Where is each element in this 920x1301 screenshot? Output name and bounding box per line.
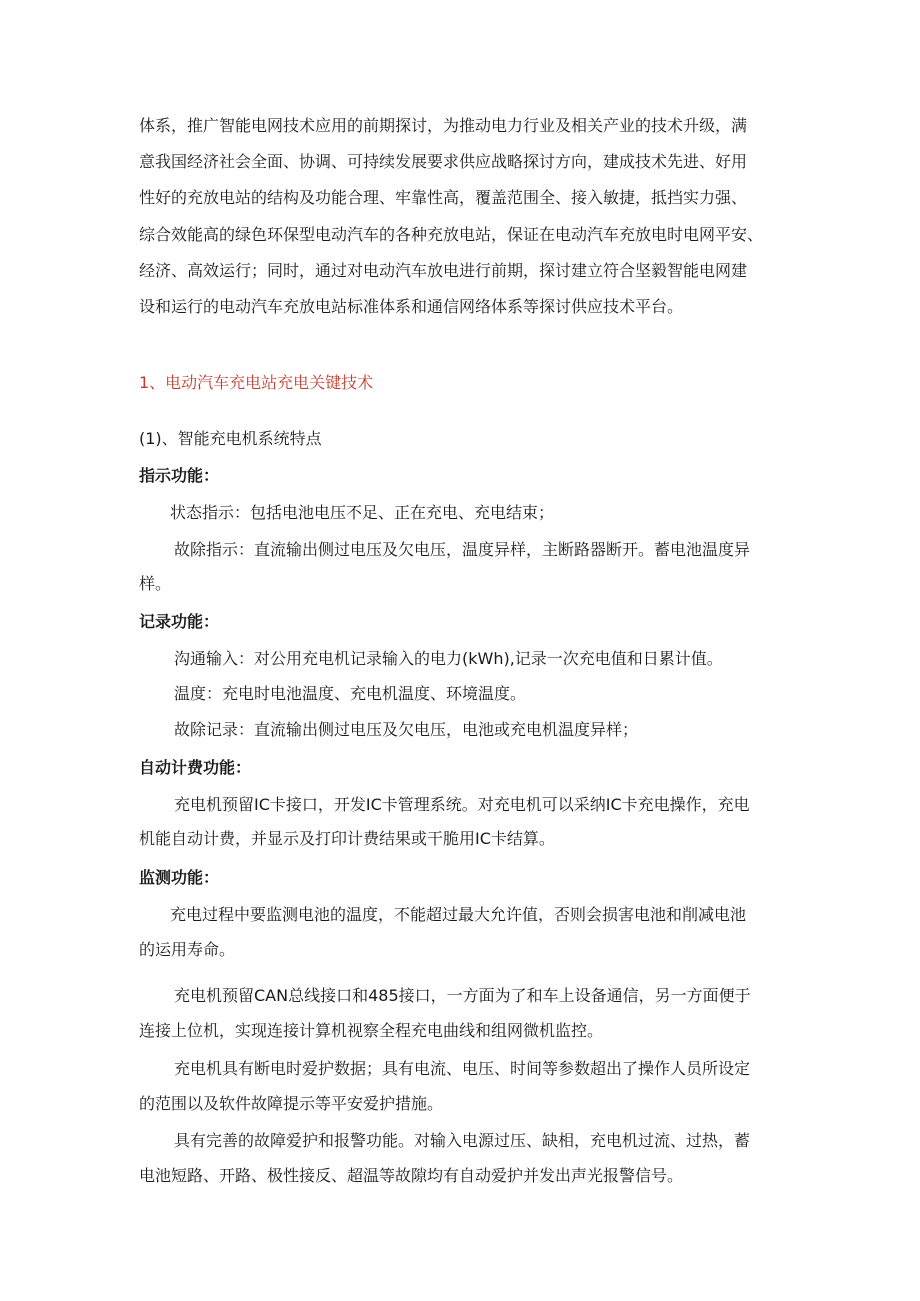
- indicator-title: 指示功能：: [139, 466, 220, 485]
- monitor-title: 监测功能：: [139, 868, 220, 887]
- paragraph-line: 电池短路、开路、极性接反、超温等故隙均有自动爱护并发出声光报警信号。: [139, 1166, 684, 1185]
- paragraph-line: 充电机预留CAN总线接口和485接口，一方面为了和车上设备通信，另一方面便于: [174, 986, 751, 1005]
- paragraph-line: 的范围以及软件故障提示等平安爱护措施。: [139, 1094, 444, 1113]
- indicator-status: 状态指示：包括电池电压不足、正在充电、充电结束；: [170, 503, 555, 522]
- billing-line: 充电机预留IC卡接口，开发IC卡管理系统。对充电机可以采纳IC卡充电操作，充电: [174, 795, 750, 814]
- billing-line: 机能自动计费，并显示及打印计费结果或干脆用IC卡结算。: [139, 829, 555, 848]
- record-temp: 温度：充电时电池温度、充电机温度、环境温度。: [174, 684, 527, 703]
- record-comm: 沟通输入：对公用充电机记录输入的电力(kWh),记录一次充电值和日累计值。: [174, 649, 723, 668]
- monitor-line: 的运用寿命。: [139, 940, 236, 959]
- paragraph-line: 具有完善的故障爱护和报警功能。对输入电源过压、缺相，充电机过流、过热，蓄: [174, 1131, 751, 1150]
- paragraph-line: 连接上位机，实现连接计算机视察全程充电曲线和组网微机监控。: [139, 1021, 604, 1040]
- paragraph-line: 充电机具有断电时爱护数据；具有电流、电压、时间等参数超出了操作人员所设定: [174, 1059, 751, 1078]
- indicator-fault-line: 故除指示：直流输出侧过电压及欠电压，温度异样，主断路器断开。蓄电池温度异: [174, 540, 751, 559]
- monitor-line: 充电过程中要监测电池的温度，不能超过最大允许值，否则会损害电池和削减电池: [170, 905, 747, 924]
- intro-line: 性好的充放电站的结构及功能合理、牢靠性高，覆盖范围全、接入敏捷，抵挡实力强、: [139, 188, 748, 208]
- subsection-heading: (1)、智能充电机系统特点: [139, 429, 322, 448]
- record-title: 记录功能：: [139, 612, 220, 631]
- intro-paragraph: [139, 116, 799, 333]
- billing-title: 自动计费功能：: [139, 758, 252, 777]
- intro-line: 设和运行的电动汽车充放电站标准体系和通信网络体系等探讨供应技术平台。: [139, 296, 684, 316]
- indicator-fault-line: 样。: [139, 574, 172, 593]
- record-fault: 故除记录：直流输出侧过电压及欠电压，电池或充电机温度异样；: [174, 720, 639, 739]
- intro-line: 综合效能高的绿色环保型电动汽车的各种充放电站，保证在电动汽车充放电时电网平安、: [139, 224, 764, 244]
- intro-line: 经济、高效运行；同时，通过对电动汽车放电进行前期，探讨建立符合坚毅智能电网建: [139, 260, 748, 280]
- section-heading: 1、电动汽车充电站充电关键技术: [139, 373, 374, 392]
- intro-line: 意我国经济社会全面、协调、可持续发展要求供应战略探讨方向，建成技术先进、好用: [139, 152, 748, 172]
- intro-line: 体系，推广智能电网技术应用的前期探讨，为推动电力行业及相关产业的技术升级，满: [139, 116, 748, 135]
